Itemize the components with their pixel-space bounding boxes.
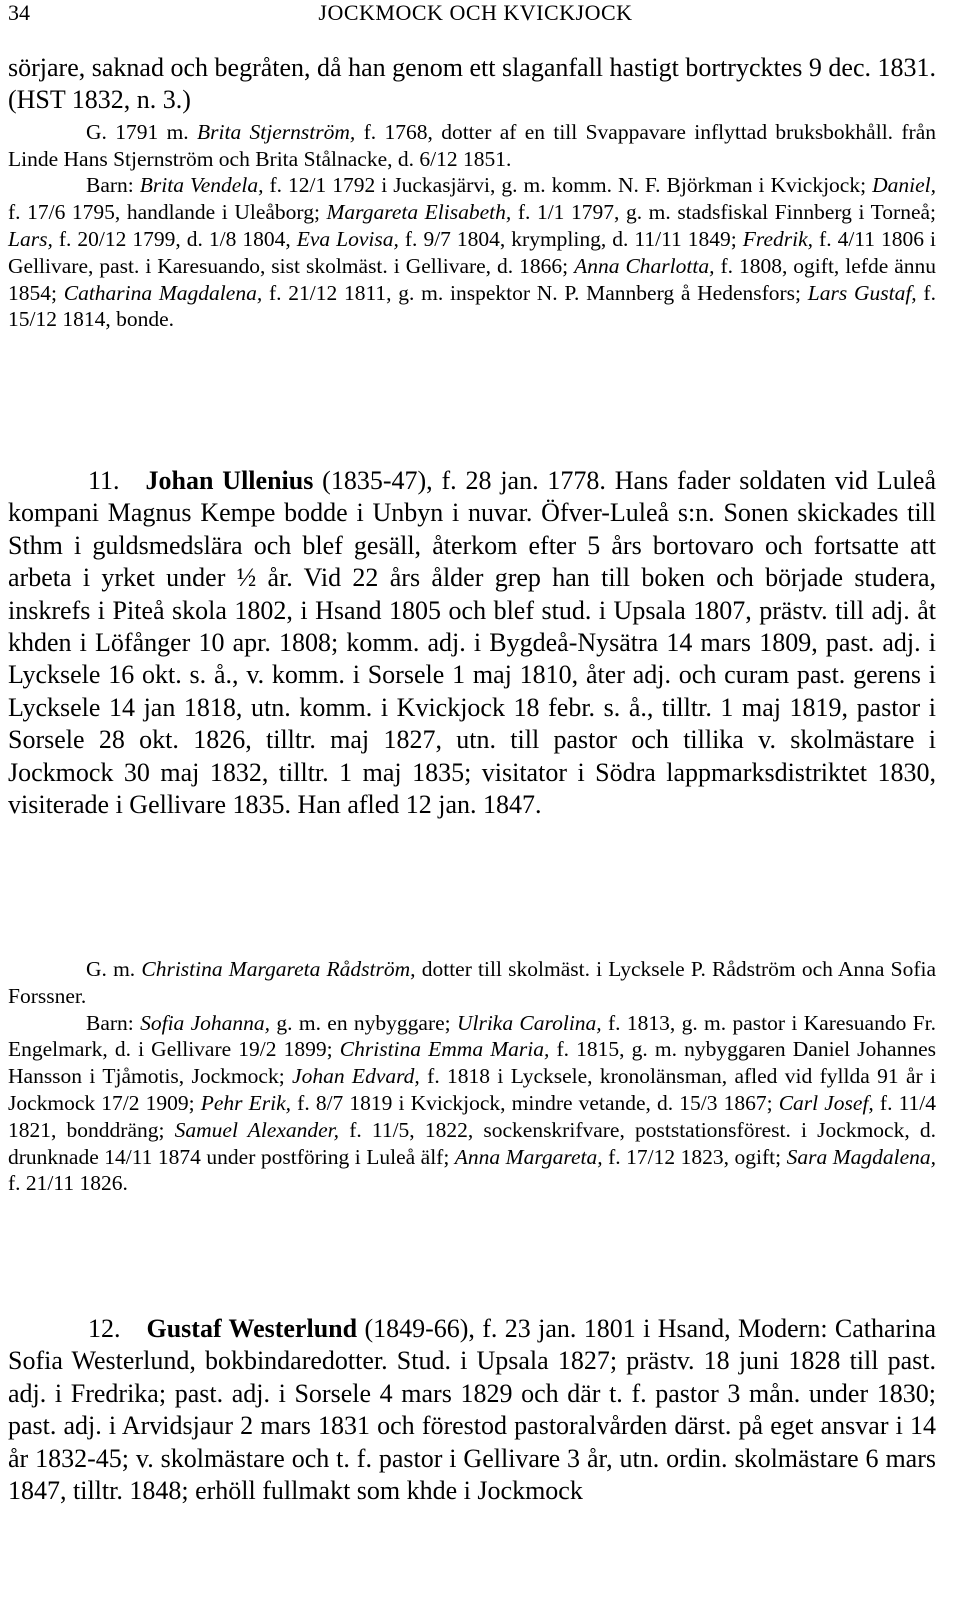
entry-number: 11. <box>88 466 120 495</box>
continuation-paragraph: sörjare, saknad och begråten, då han genom ett slaganfall hastigt bortrycktes 9 dec. 1831. (HST 1832, n. 3.) <box>8 53 936 115</box>
entry-11-family <box>8 956 936 1197</box>
spouse-paragraph: G. m. Christina Margareta Rådström, dotter till skolmäst. i Lycksele P. Rådström och Anna Sofia Forssner. <box>8 957 936 1008</box>
entry-12-paragraph: 12. Gustaf Westerlund (1849-66), f. 23 jan. 1801 i Hsand, Modern: Catharina Sofia Westerlund, bokbindaredotter. Stud. i Upsala 1827; prästv. 18 juni 1828 till past. adj. i Fredrika; past. adj. i Sorsele 4 mars 1829 och där t. f. pastor 3 mån. under 1830; past. adj. i Arvidsjaur 2 mars 1831 och förestod pastoralvården därst. på eget ansvar i 14 år 1832-45; v. skolmästare och t. f. pastor i Gellivare 3 år, utn. ordin. skolmästare 6 mars 1847, tilltr. 1848; erhöll fullmakt som khde i Jockmock <box>8 1314 936 1506</box>
spouse-name: Brita Stjernström, <box>197 119 356 144</box>
children-paragraph: Barn: Brita Vendela, f. 12/1 1792 i Juckasjärvi, g. m. komm. N. F. Björkman i Kvickjock; Daniel, f. 17/6 1795, handlande i Uleåborg; Margareta Elisabeth, f. 1/1 1797, g. m. stadsfiskal Finnberg i Torneå; Lars, f. 20/12 1799, d. 1/8 1804, Eva Lovisa, f. 9/7 1804, krympling, d. 11/11 1849; Fredrik, f. 4/11 1806 i Gellivare, past. i Karesuando, sist skolmäst. i Gellivare, d. 1866; Anna Charlotta, f. 1808, ogift, lefde ännu 1854; Catharina Magdalena, f. 21/12 1811, g. m. inspektor N. P. Mannberg å Hedensfors; Lars Gustaf, f. 15/12 1814, bonde. <box>8 173 936 332</box>
children-paragraph: Barn: Sofia Johanna, g. m. en nybyggare; Ulrika Carolina, f. 1813, g. m. pastor i Karesuando Fr. Engelmark, d. i Gellivare 19/2 1899; Christina Emma Maria, f. 1815, g. m. nybyggaren Daniel Johannes Hansson i Tjåmotis, Jockmock; Johan Edvard, f. 1818 i Lycksele, kronolänsman, afled vid fyllda 91 år i Jockmock 17/2 1909; Pehr Erik, f. 8/7 1819 i Kvickjock, mindre vetande, d. 15/3 1867; Carl Josef, f. 11/4 1821, bonddräng; Samuel Alexander, f. 11/5, 1822, sockenskrifvare, poststationsförest. i Jockmock, d. drunknade 14/11 1874 under postföring i Luleå älf; Anna Margareta, f. 17/12 1823, ogift; Sara Magdalena, f. 21/11 1826. <box>8 1010 937 1196</box>
page-number: 34 <box>8 0 30 25</box>
entry-name: Gustaf Westerlund <box>146 1314 358 1343</box>
spouse-name: Christina Margareta Rådström, <box>141 957 416 981</box>
entry-name: Johan Ullenius <box>145 466 314 495</box>
entry-11 <box>8 465 936 821</box>
entry-12 <box>8 1313 936 1507</box>
running-title: JOCKMOCK OCH KVICKJOCK <box>318 0 633 25</box>
page-header <box>8 0 943 30</box>
continuation-block <box>8 52 936 333</box>
entry-11-paragraph: 11. Johan Ullenius (1835-47), f. 28 jan. 1778. Hans fader soldaten vid Luleå kompani Magnus Kempe bodde i Unbyn i nuvar. Öfver-Luleå s:n. Sonen skickades till Sthm i guldsmedslära och blef gesäll, återkom efter 5 års bortovaro och fortsatte att arbeta i yrket under ½ år. Vid 22 års ålder grep han till boken och började studera, inskrefs i Piteå skola 1802, i Hsand 1805 och blef stud. i Upsala 1807, prästv. till adj. åt khden i Löfånger 10 apr. 1808; komm. adj. i Bygdeå-Nysätra 14 mars 1809, past. adj. i Lycksele 16 okt. s. å., v. komm. i Sorsele 1 maj 1810, åter adj. och curam past. gerens i Lycksele 14 jan 1818, utn. komm. i Kvickjock 18 febr. s. å., tilltr. 1 maj 1819, pastor i Sorsele 28 okt. 1826, tilltr. maj 1827, utn. till pastor och tillika v. skolmästare i Jockmock 30 maj 1832, tilltr. 1 maj 1835; visitator i Södra lappmarksdistriktet 1830, visiterade i Gellivare 1835. Han afled 12 jan. 1847. <box>8 466 936 820</box>
marriage-paragraph: G. 1791 m. Brita Stjernström, f. 1768, dotter af en till Svappavare inflyttad bruksbokhåll. från Linde Hans Stjernström och Brita Stålnacke, d. 6/12 1851. <box>8 119 936 171</box>
entry-number: 12. <box>88 1314 121 1343</box>
